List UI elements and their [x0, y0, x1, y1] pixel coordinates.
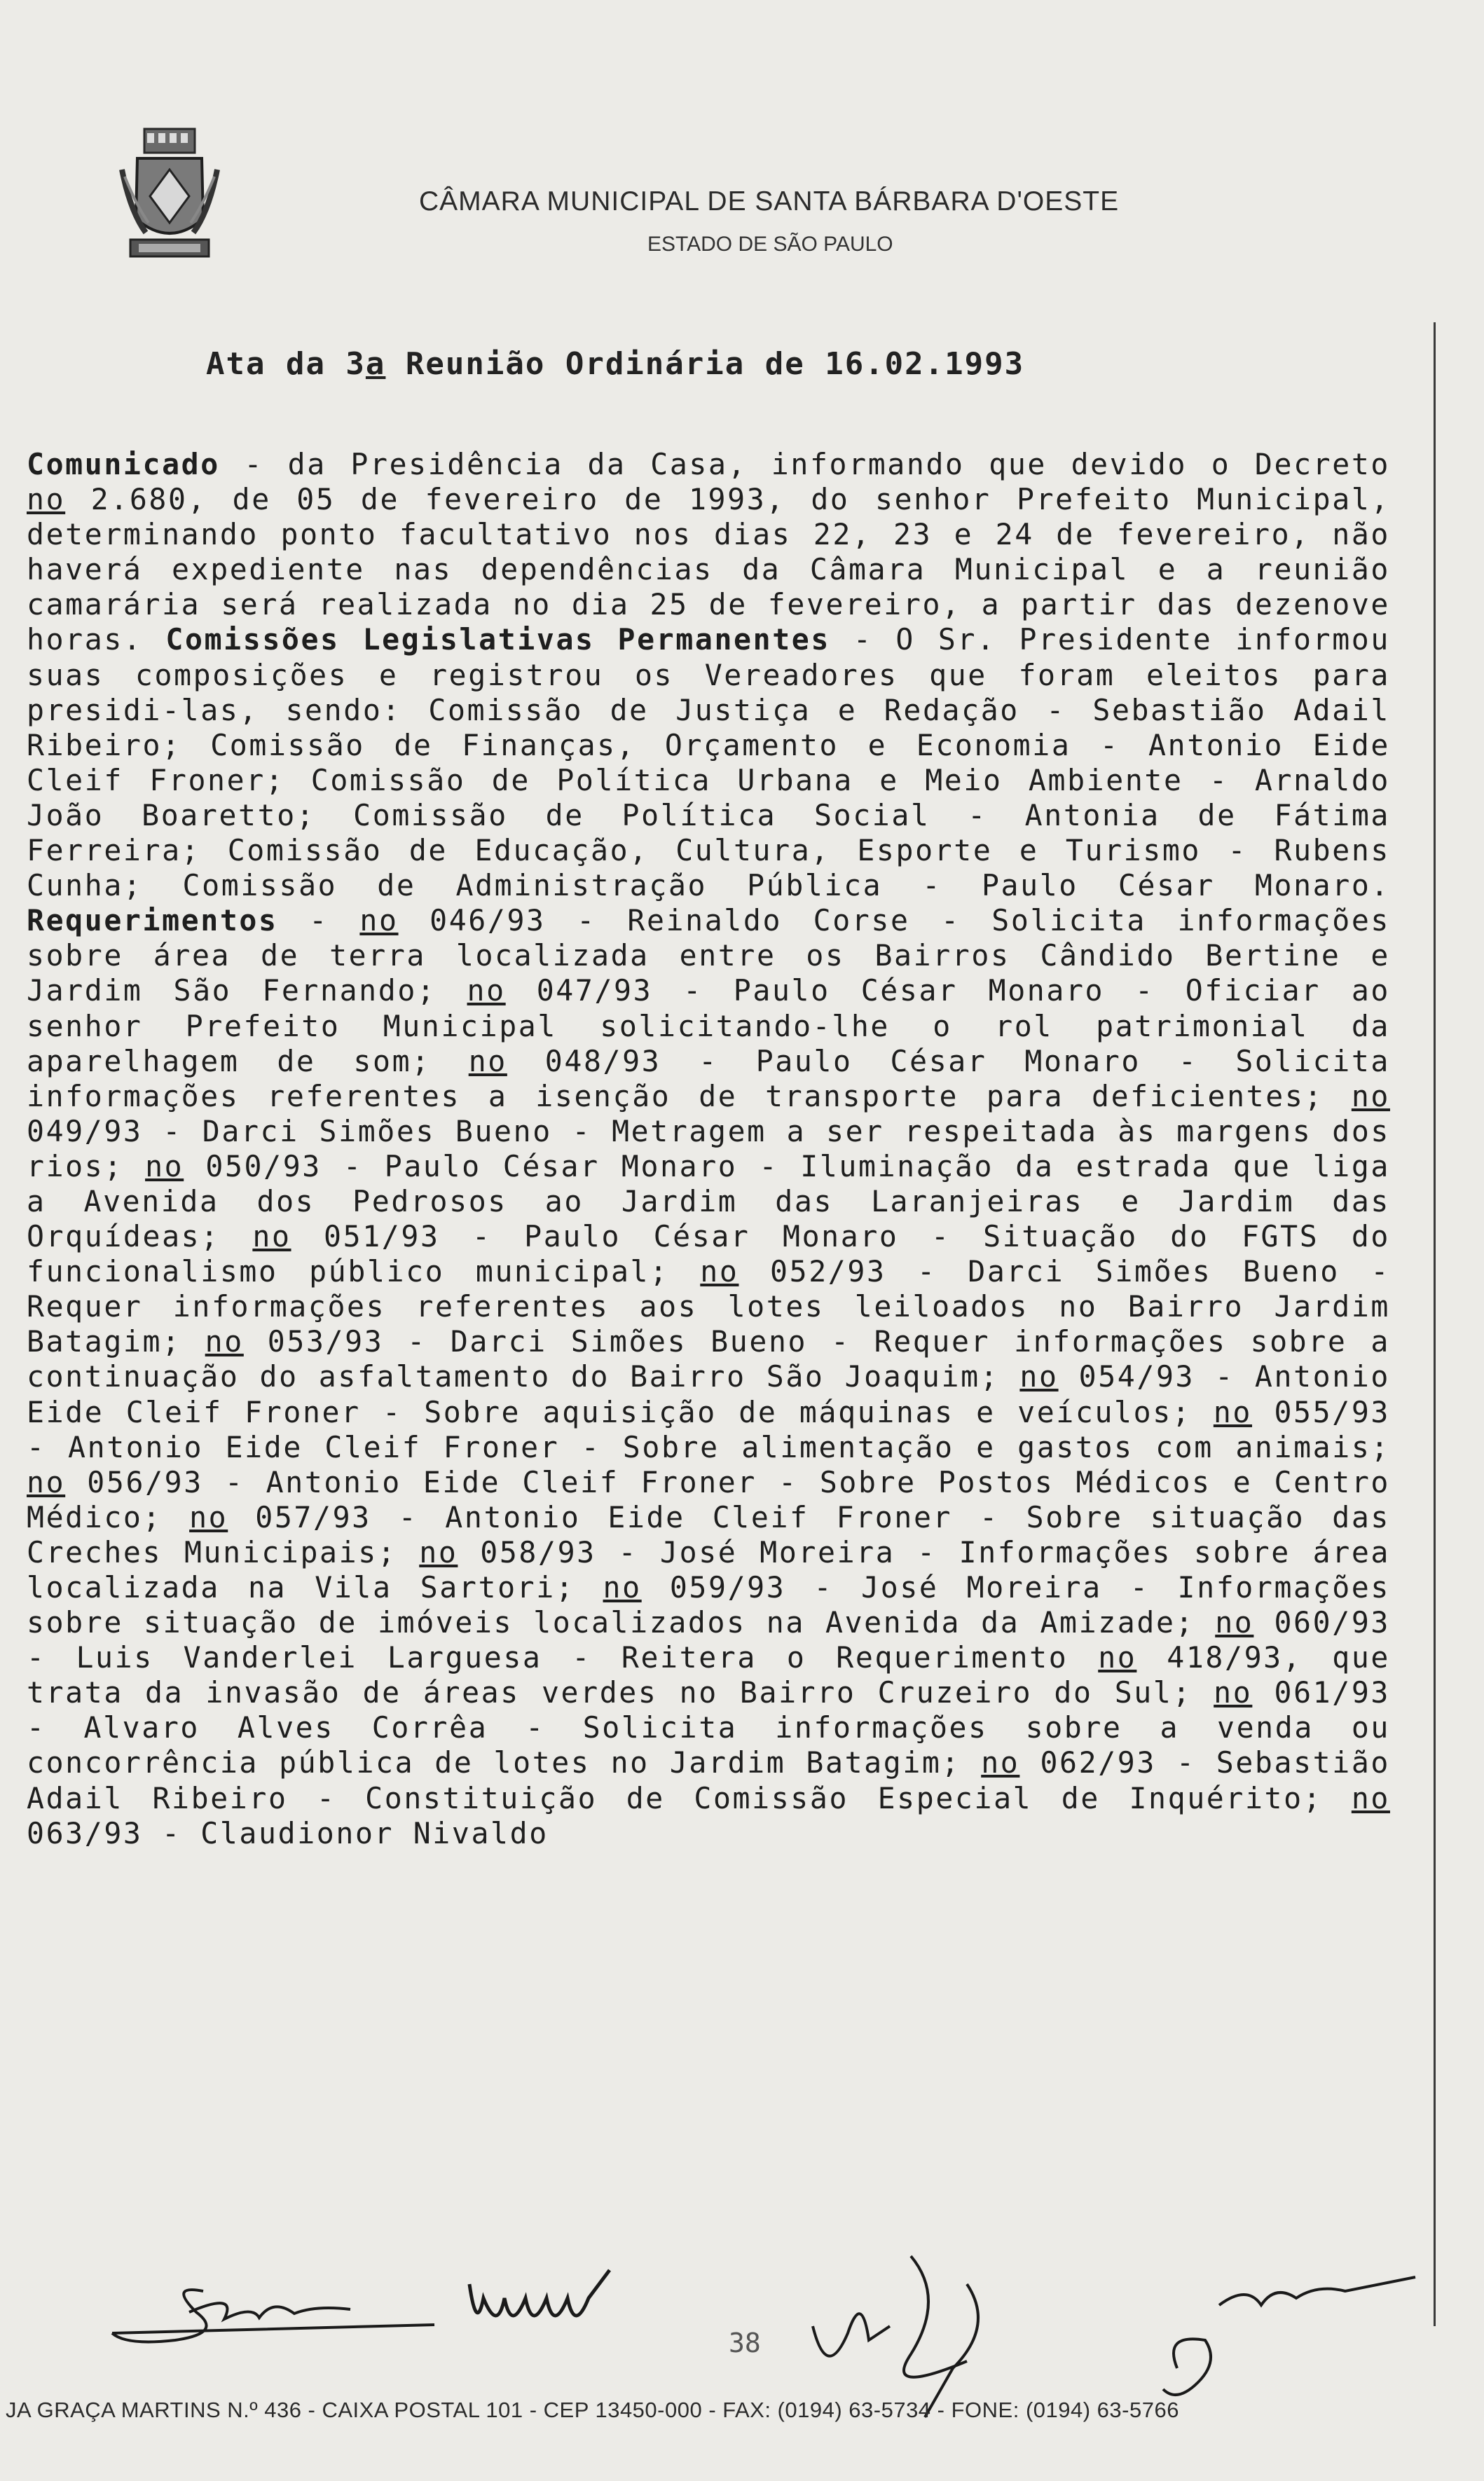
institution-name: CÂMARA MUNICIPAL DE SANTA BÁRBARA D'OESTE — [419, 186, 1120, 217]
section-heading-comunicado: Comunicado — [27, 447, 220, 481]
margin-rule — [1434, 322, 1436, 2326]
signature-1 — [84, 2263, 448, 2361]
signature-3 — [785, 2242, 1429, 2424]
page-number: 38 — [729, 2328, 761, 2358]
section-heading-comissoes: Comissões Legislativas Permanentes — [165, 622, 830, 657]
signature-2 — [455, 2256, 638, 2340]
minutes-body: Comunicado - da Presidência da Casa, informando que devido o Decreto no 2.680, de 05 de fevereiro de 1993, do senhor Prefeito Municipal, determinando ponto facultativo nos dias 22, 23 e 24 de fevereiro, não haverá expediente nas dependências da Câmara Municipal e a reunião camarária será realizada no dia 25 de fevereiro, a partir das dezenove horas. Comissões Legislativas Permanentes - O Sr. Presidente informou suas composições e registrou os Vereadores que foram eleitos para presidi-las, sendo: Comissão de Justiça e Redação - Sebastião Adail Ribeiro; Comissão de Finanças, Orçamento e Economia - Antonio Eide Cleif Froner; Comissão de Política Urbana e Meio Ambiente - Arnaldo João Boaretto; Comissão de Política Social - Antonia de Fátima Ferreira; Comissão de Educação, Cultura, Esporte e Turismo - Rubens Cunha; Comissão de Administração Pública - Paulo César Monaro. Requerimentos - no 046/93 - Reinaldo Corse - Solicita informações sobre área de terra localizada entre os Bairros Cândido Bertine e Jardim São Fernando; no 047/93 - Paulo César Monaro - Oficiar ao senhor Prefeito Municipal solicitando-lhe o rol patrimonial da aparelhagem de som; no 048/93 - Paulo César Monaro - Solicita informações referentes a isenção de transporte para deficientes; no 049/93 - Darci Simões Bueno - Metragem a ser respeitada às margens dos rios; no 050/93 - Paulo César Monaro - Iluminação da estrada que liga a Avenida dos Pedrosos ao Jardim das Laranjeiras e Jardim das Orquídeas; no 051/93 - Paulo César Monaro - Situação do FGTS do funcionalismo público municipal; no 052/93 - Darci Simões Bueno - Requer informações referentes aos lotes leiloados no Bairro Jardim Batagim; no 053/93 - Darci Simões Bueno - Requer informações sobre a continuação do asfaltamento do Bairro São Joaquim; no 054/93 - Antonio Eide Cleif Froner - Sobre aquisição de máquinas e veículos; no 055/93 - Antonio Eide Cleif Froner - Sobre alimentação e gastos com animais; no 056/93 - Antonio Eide Cleif Froner - Sobre Postos Médicos e Centro Médico; no 057/93 - Antonio Eide Cleif Froner - Sobre situação das Creches Municipais; no 058/93 - José Moreira - Informações sobre área localizada na Vila Sartori; no 059/93 - José Moreira - Informações sobre situação de imóveis localizados na Avenida da Amizade; no 060/93 - Luis Vanderlei Larguesa - Reitera o Requerimento no 418/93, que trata da invasão de áreas verdes no Bairro Cruzeiro do Sul; no 061/93 - Alvaro Alves Corrêa - Solicita informações sobre a venda ou concorrência pública de lotes no Jardim Batagim; no 062/93 - Sebastião Adail Ribeiro - Constituição de Comissão Especial de Inquérito; no 063/93 - Claudionor Nivaldo — [27, 447, 1391, 1850]
section-heading-requerimentos: Requerimentos — [27, 903, 278, 938]
letterhead-footer: JA GRAÇA MARTINS N.º 436 - CAIXA POSTAL 101 - CEP 13450-000 - FAX: (0194) 63-5734 - FONE: (0194) 63-5766 — [6, 2398, 1179, 2422]
document-title: Ata da 3a Reunião Ordinária de 16.02.1993 — [206, 346, 1025, 382]
municipal-coat-of-arms — [118, 128, 221, 271]
state-name: ESTADO DE SÃO PAULO — [647, 233, 893, 256]
